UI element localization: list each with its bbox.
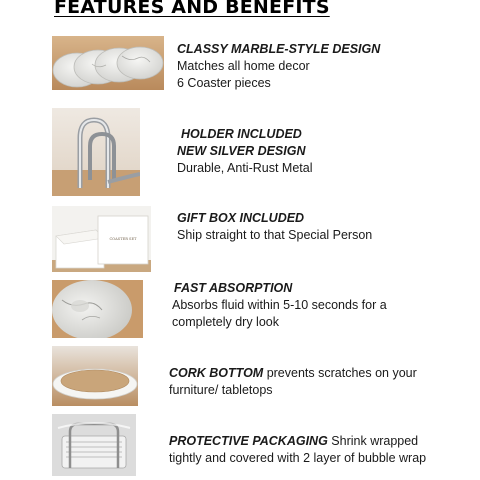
gift-box-photo [52,206,151,272]
feature-heading: CLASSY MARBLE-STYLE DESIGN [177,42,381,56]
feature-heading: GIFT BOX INCLUDED [177,211,305,225]
feature-line: Durable, Anti-Rust Metal [177,161,313,175]
feature-line: completely dry look [172,315,279,329]
feature-line: tightly and covered with 2 layer of bubble wrap [169,451,427,465]
feature-heading: NEW SILVER DESIGN [177,144,306,158]
feature-heading: HOLDER INCLUDED [181,127,302,141]
feature-line: Matches all home decor [177,59,310,73]
feature-absorption-text [172,280,387,331]
feature-marble-text [177,41,380,92]
gift-box-label: COASTER SET [109,237,137,241]
feature-line: Absorbs fluid within 5-10 seconds for a [172,298,387,312]
feature-heading: CORK BOTTOM [169,366,264,380]
page-title: FEATURES AND BENEFITS [54,0,330,18]
feature-line: Shrink wrapped [327,434,419,448]
cork-bottom-photo [52,346,138,406]
absorbent-coaster-photo [52,280,143,338]
marble-coasters-photo [52,36,164,90]
feature-line: prevents scratches on your [263,366,417,380]
feature-heading: PROTECTIVE PACKAGING [169,434,328,448]
feature-line: furniture/ tabletops [169,383,273,397]
feature-packaging-text [169,433,426,467]
feature-line: Ship straight to that Special Person [177,228,373,242]
feature-line: 6 Coaster pieces [177,76,271,90]
feature-cork-text [169,365,417,399]
packaged-coasters-photo [52,414,136,476]
feature-heading: FAST ABSORPTION [174,281,293,295]
silver-holder-photo [52,108,140,196]
feature-giftbox-text [177,210,372,244]
feature-holder-text [177,126,312,177]
